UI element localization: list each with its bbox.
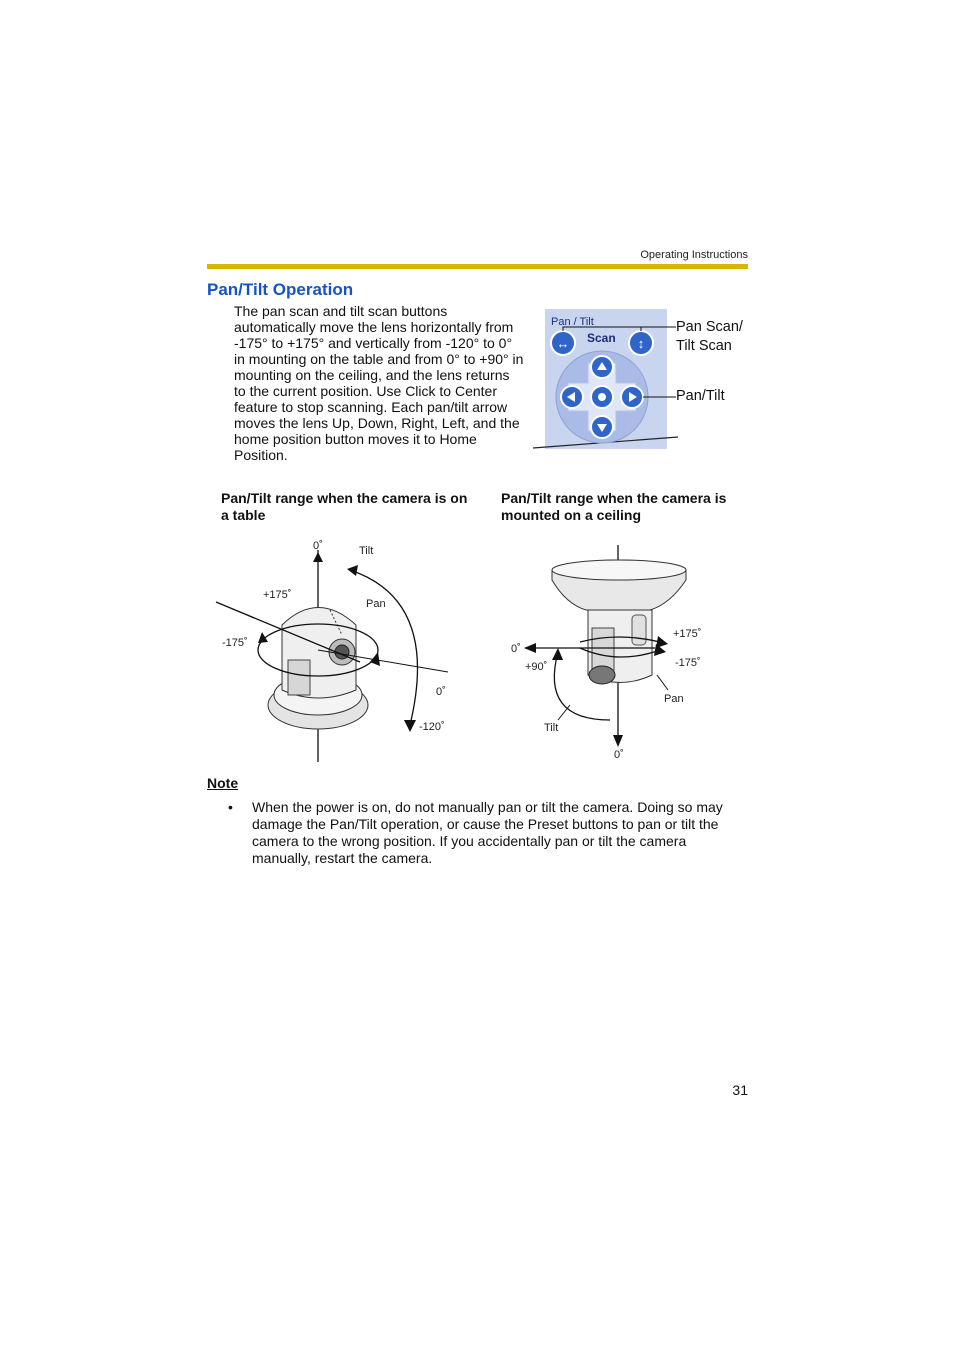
- ceiling-diagram-caption: Pan/Tilt range when the camera is mounted on a ceiling: [501, 490, 727, 523]
- label-zero-right: 0˚: [436, 686, 446, 698]
- axis-arrowhead-bottom: [613, 735, 623, 747]
- pan-tilt-callout: Pan/Tilt: [676, 388, 725, 404]
- pan-tilt-control-panel: [530, 305, 680, 455]
- label-minus175: -175˚: [222, 637, 248, 649]
- page-number: 31: [732, 1082, 748, 1098]
- table-diagram-caption: Pan/Tilt range when the camera is on a table: [221, 490, 468, 523]
- label-pan: Pan: [664, 693, 684, 705]
- intro-paragraph: The pan scan and tilt scan buttons automatically move the lens horizontally from -175° to +175° and vertically from -120° to 0° in mounting on the table and from 0° to +90° in mounting on the ceiling, and the lens returns to the current position. Use Click to Center feature to stop scanning. Each pan/tilt arrow moves the lens Up, Down, Right, Left, and the home position button moves it to Home Position.: [234, 303, 524, 463]
- camera-arm: [592, 628, 614, 670]
- label-zero-top: 0˚: [313, 540, 323, 552]
- axis-arrowhead-left: [524, 643, 536, 653]
- tilt-arrowhead: [404, 720, 416, 732]
- pan-leader-line: [657, 675, 668, 690]
- section-title: Pan/Tilt Operation: [207, 280, 354, 299]
- tilt-up-button[interactable]: [591, 356, 613, 378]
- pan-scan-button[interactable]: [551, 331, 575, 355]
- panel-title: Pan / Tilt: [551, 316, 594, 328]
- label-plus90: +90˚: [525, 661, 548, 673]
- camera-arm-right: [632, 615, 646, 645]
- scan-label: Scan: [587, 331, 616, 345]
- label-minus120: -120˚: [419, 721, 445, 733]
- header-rule: [207, 264, 748, 269]
- tilt-down-button[interactable]: [591, 416, 613, 438]
- label-plus175: +175˚: [263, 589, 292, 601]
- home-dot-icon: [598, 393, 606, 401]
- label-tilt: Tilt: [359, 545, 374, 557]
- label-pan: Pan: [366, 598, 386, 610]
- note-bullet: •: [228, 799, 233, 815]
- axis-arrowhead: [313, 552, 323, 562]
- horizontal-arrows-icon: ↔: [556, 336, 570, 351]
- tilt-scan-button[interactable]: [629, 331, 653, 355]
- tilt-arrowhead-top: [347, 565, 358, 576]
- tilt-arrowhead: [552, 648, 563, 660]
- running-header: Operating Instructions: [640, 249, 748, 261]
- label-zero-bottom: 0˚: [614, 749, 624, 761]
- vertical-arrows-icon: ↕: [637, 336, 645, 351]
- camera-neck: [288, 660, 310, 695]
- pan-left-button[interactable]: [561, 386, 583, 408]
- pan-scan-callout: Pan Scan/ Tilt Scan: [676, 319, 743, 354]
- tilt-leader-line: [558, 705, 570, 720]
- camera-lens: [589, 666, 615, 684]
- label-plus175: +175˚: [673, 628, 702, 640]
- note-text: When the power is on, do not manually pan or tilt the camera. Doing so may damage the Pan/Tilt operation, or cause the Preset buttons to pan or tilt the camera to the wrong position. If you accidentally pan or tilt the camera manually, restart the camera.: [252, 799, 723, 866]
- ceiling-camera-diagram: [510, 540, 710, 765]
- pan-arrowhead-left: [258, 632, 268, 643]
- label-tilt: Tilt: [544, 722, 559, 734]
- ceiling-mount-rim: [552, 560, 686, 580]
- home-position-button[interactable]: [591, 386, 613, 408]
- label-minus175: -175˚: [675, 657, 701, 669]
- note-heading: Note: [207, 775, 239, 791]
- label-zero-left: 0˚: [511, 643, 521, 655]
- pan-right-button[interactable]: [621, 386, 643, 408]
